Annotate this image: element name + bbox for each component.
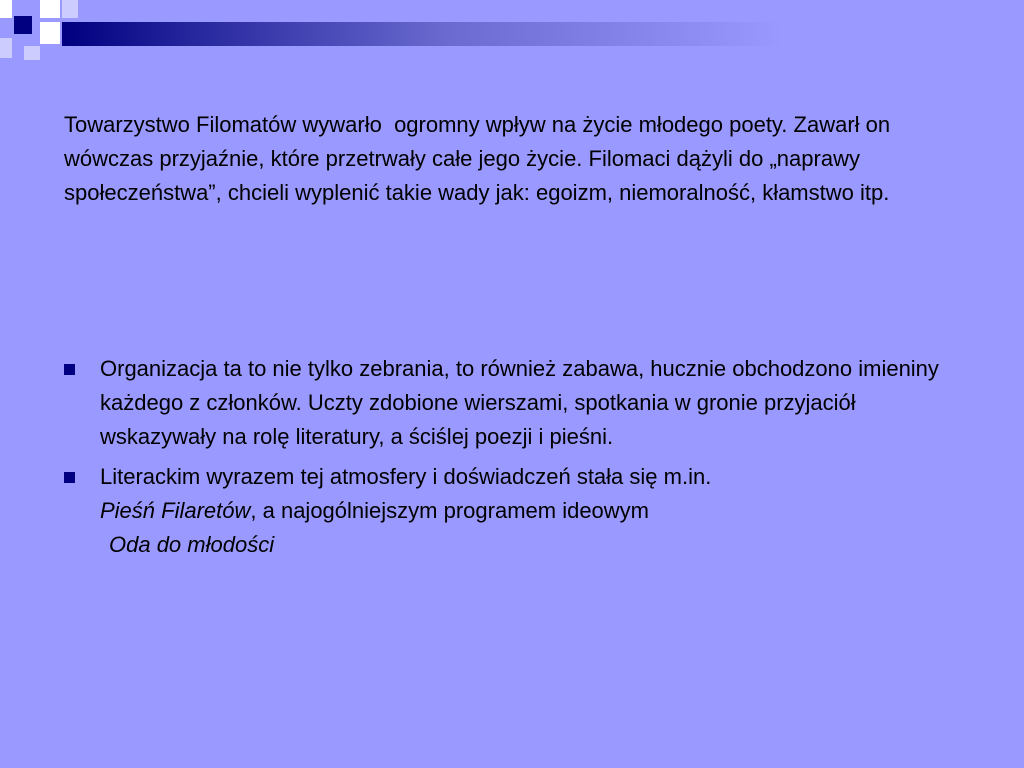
deco-square-light-bottom <box>24 46 40 60</box>
deco-square-white-mid <box>40 22 60 44</box>
intro-paragraph: Towarzystwo Filomatów wywarło ogromny wpływ na życie młodego poety. Zawarł on wówczas przyjaźnie, które przetrwały całe jego życie. Filomaci dążyli do „naprawy społeczeństwa”, chcieli wyplenić takie wady jak: egoizm, niemoralność, kłamstwo itp. <box>64 112 897 205</box>
header-decoration <box>0 0 1024 62</box>
bullet-text-line1: Literackim wyrazem tej atmosfery i doświadczeń stała się m.in. <box>100 464 712 489</box>
song-title: Pieśń Filaretów <box>100 498 251 523</box>
deco-square-navy <box>14 16 32 34</box>
bullet-text: Organizacja ta to nie tylko zebrania, to również zabawa, hucznie obchodzono imieniny każdego z członków. Uczty zdobione wierszami, spotkania w gronie przyjaciół wskazywały na rolę literatury, a ściślej poezji i pieśni. <box>100 356 939 449</box>
deco-square-white-top <box>40 0 60 18</box>
deco-square-light-left <box>0 38 12 58</box>
square-bullet-icon <box>64 364 75 375</box>
deco-square-white-left <box>0 0 12 18</box>
bullet-list <box>64 352 964 568</box>
deco-square-light-top <box>62 0 78 18</box>
bullet-text-rest: , a najogólniejszym programem ideowym <box>250 498 650 523</box>
header-gradient-bar <box>62 22 1024 46</box>
list-item <box>64 352 964 454</box>
ode-title: Oda do młodości <box>109 532 275 557</box>
square-bullet-icon <box>64 472 75 483</box>
list-item <box>64 460 964 562</box>
